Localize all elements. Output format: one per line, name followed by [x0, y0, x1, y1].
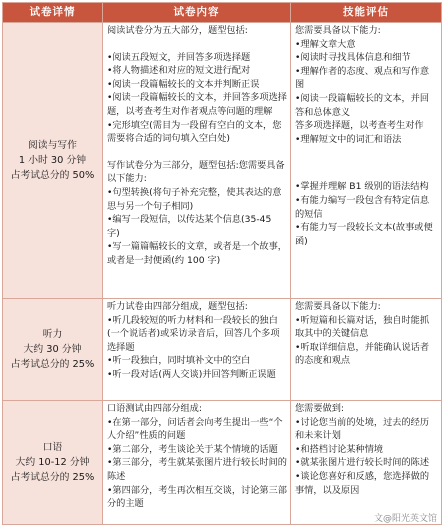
content-cell-reading-writing: [103, 23, 291, 299]
list-item: •阅读五段短文，并回答多项选择题: [107, 51, 251, 63]
list-item: •阅读时寻找具体信息和细节: [295, 52, 411, 64]
section-cell-listening: [3, 299, 103, 401]
list-item: •理解短文中的词汇和语法: [295, 133, 402, 145]
section-weight: 占考试总分的 50%: [10, 170, 95, 181]
header-exam-details: 试卷详情: [3, 3, 103, 23]
content-cell-listening: [103, 299, 291, 401]
exam-details-table: [2, 2, 442, 525]
list-item: •听一段对话(两人交谈)并回答判断正误题: [107, 368, 276, 380]
writing-intro: 写作试卷分为三部分，题型包括:您需要具备以下能力:: [107, 159, 285, 185]
section-duration: 1 小时 30 分钟: [18, 155, 87, 166]
header-exam-content: 试卷内容: [103, 3, 291, 23]
section-cell-speaking: [3, 401, 103, 525]
skills-intro: 您需要做到:: [295, 403, 345, 414]
section-name: 阅读与写作: [28, 140, 77, 151]
table-header-row: [3, 3, 442, 23]
list-item: •编写一段短信，以传达某个信息(35-45 字): [107, 214, 272, 239]
list-item: •第二部分，考生谈论关于某个情境的话题: [107, 443, 278, 455]
reading-intro: 阅读试卷分为五大部分，题型包括:: [107, 25, 248, 36]
section-name: 听力: [42, 329, 63, 340]
list-item: •听几段较短的听力材料和一段较长的独白(一个说话者)或采访录音后，回答几个多项选择题: [107, 314, 280, 353]
list-item: •第四部分，考生再次相互交谈，讨论第三部分的主题: [107, 484, 287, 510]
list-item: •掌握并理解 B1 级别的语法结构: [295, 181, 429, 193]
skills-cell-listening: [291, 299, 442, 401]
list-item: •就某张图片进行较长时间的陈述: [295, 457, 430, 469]
skills-intro: 您需要具备以下能力:: [295, 301, 381, 312]
listening-intro: 听力试卷由四部分组成，题型包括:: [107, 301, 248, 312]
speaking-intro: 口语测试由四部分组成:: [107, 403, 202, 414]
list-item: •句型转换(将句子补充完整，使其表达的意思与另一个句子相同): [107, 186, 282, 212]
table-row-listening: [3, 299, 442, 401]
section-weight: 占考试总分的 25%: [10, 472, 95, 483]
section-weight: 占考试总分的 25%: [10, 359, 95, 370]
list-item: •有能力写一段较长文本(故事或便函): [295, 222, 433, 247]
list-item: •讨论您当前的处境，过去的经历和未来计划: [295, 416, 430, 442]
list-item: •听一段独白，同时填补文中的空白: [107, 355, 251, 367]
table-row-reading-writing: [3, 23, 442, 299]
table-row-speaking: [3, 401, 442, 525]
list-item: •听短篇和长篇对话，独自时能抓取其中的关键信息: [295, 314, 430, 340]
content-cell-speaking: [103, 401, 291, 525]
list-item: •将人物描述和对应的短文进行配对: [107, 65, 251, 77]
skills-cell-speaking: [291, 401, 442, 525]
section-cell-reading-writing: [3, 23, 103, 299]
section-duration: 大约 10-12 分钟: [15, 457, 90, 468]
list-item: •和搭档讨论某种情境: [295, 443, 384, 455]
list-item: •完形填空(需目为一段留有空白的文本，您需要将合适的词句填入空白处): [107, 119, 282, 145]
list-item: 答多项选择题，以考查考生对作: [295, 120, 424, 132]
list-item: •理解文章大意: [295, 38, 356, 50]
section-duration: 大约 30 分钟: [23, 344, 82, 355]
skills-cell-reading-writing: [291, 23, 442, 299]
list-item: •有能力编写一段包含有特定信息的短信: [295, 194, 430, 220]
list-item: •在第一部分，问话者会向考生提出一些“个人介绍”性质的问题: [107, 416, 283, 442]
skills-intro: 您需要具备以下能力:: [295, 25, 381, 36]
list-item: •谈论您喜好和反感，您选择做的事情，以及原因: [295, 470, 430, 496]
list-item: •理解作者的态度、观点和写作意图: [295, 65, 430, 91]
list-item: •阅读一段篇幅较长的文本并判断正误: [107, 78, 260, 90]
watermark: 文@阳光英文馆: [373, 514, 437, 524]
header-skill-assessment: 技能评估: [291, 3, 442, 23]
list-item: •阅读一段篇幅较长的文本，并回答多项选择题，以考查考生对作者观点等问题的理解: [107, 92, 287, 117]
list-item: •写一篇篇幅较长的文章，或者是一个故事，或者是一封便函(约 100 字): [107, 241, 287, 266]
list-item: •第三部分，考生就某张图片进行较长时间的陈述: [107, 457, 287, 482]
list-item: •阅读一段篇幅较长的文本，并回答和总体意义: [295, 92, 430, 118]
list-item: •听取详细信息，并能确认说话者的态度和观点: [295, 341, 430, 367]
section-name: 口语: [42, 442, 63, 453]
